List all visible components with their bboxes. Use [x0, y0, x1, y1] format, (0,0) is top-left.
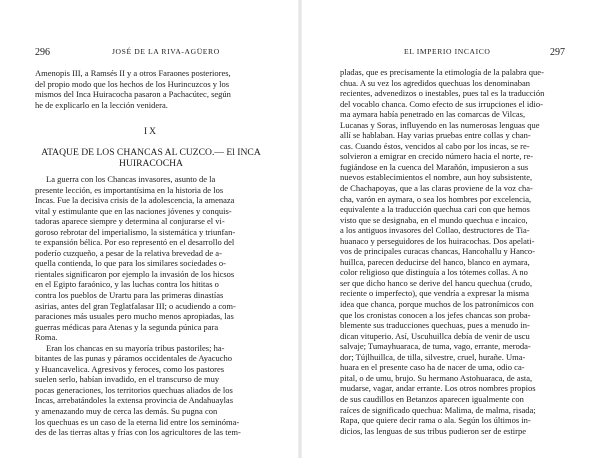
text-line: pocas generaciones, los territorios quechuas aliados de los — [35, 384, 233, 395]
right-body-text — [340, 67, 572, 436]
text-line: equivalente a la traducción quechua cari con que hemos — [340, 204, 530, 215]
text-line: que los cronistas conocen a los jefes chancas son proba- — [340, 309, 531, 320]
text-line: te expansión bélica. Por eso representó en el desarrollo del — [35, 237, 235, 248]
text-line: huanaco y perseguidores de los huiracochas. Dos apelati- — [340, 235, 535, 246]
text-line: vos de principales curacas chancas, Hancohallu y Hanco- — [340, 246, 535, 257]
text-line: cha, varón en aymara, o sea los hombres por excelencia, — [340, 193, 532, 204]
left-running-head: JOSÉ DE LA RIVA-AGÜERO — [112, 47, 220, 56]
chapter-title — [35, 147, 267, 169]
text-line: asirias, antes del gran Teglatfalasar III; o acudiendo a com- — [35, 300, 236, 311]
text-line: guerras médicas para Atenas y la segunda púnica para — [35, 321, 219, 332]
text-line: de Chachapoyas, que a las claras proviene de la voz cha- — [340, 183, 533, 194]
text-line: La guerra con los Chancas invasores, asunto de la — [46, 174, 216, 184]
text-line: recientes, advenedizos o inestables, pues tal es la traducción — [340, 88, 545, 99]
text-line: poderío cuzqueño, a pesar de la relativa brevedad de a- — [35, 247, 222, 258]
text-line: huillca, parecen deducirse del hanco, blanco en aymara, — [340, 256, 530, 267]
text-line: ma aymara había penetrado en las comarcas de Vilcas, — [340, 109, 526, 120]
right-page — [300, 0, 600, 458]
text-line: allí se hablaban. Hay varias pruebas entre collas y chan- — [340, 130, 531, 141]
text-line: los quechuas es un caso de la eterna lid entre los seminóma- — [35, 416, 240, 427]
text-line: cas. Cuando éstos, vencidos al cabo por los incas, se re- — [340, 140, 530, 151]
text-line: de sus caudillos en Betanzos aparecen igualmente con — [340, 393, 524, 404]
right-running-head: EL IMPERIO INCAICO — [404, 47, 491, 56]
text-line: paraciones más usuales pero mucho menos apropiadas, las — [35, 311, 234, 322]
text-line: ATAQUE DE LOS CHANCAS AL CUZCO.— El INCA — [41, 147, 261, 158]
chapter-number: IX — [143, 127, 159, 137]
left-top-paragraph — [35, 68, 267, 110]
text-line: mismos del Inca Huiracocha pasaron a Pachacútec, según — [35, 89, 231, 100]
text-line: a los antiguos invasores del Collao, destructores de Tia- — [340, 225, 530, 236]
text-line: vital y estimulante que en las naciones jóvenes y conquis- — [35, 205, 232, 216]
text-line: rientales significaron por ejemplo la invasión de los hicsos — [35, 268, 235, 279]
text-line: blemente sus traducciones quechuas, pues a menudo in- — [340, 320, 530, 331]
text-line: pital, o de umu, brujo. Su hermano Astohuaraca, de asta, — [340, 372, 533, 383]
text-line: Amenopis III, a Ramsés II y a otros Faraones posteriores, — [35, 68, 231, 78]
text-line: Rapa, que quiere decir rama o ala. Según los últimos in- — [340, 415, 531, 426]
text-line: dicios, las lenguas de sus tribus pudieron ser de estirpe — [340, 425, 527, 436]
text-line: fugiándose en la cuenca del Marañón, impusieron a sus — [340, 161, 529, 172]
text-line: en el Egipto faraónico, y las luchas contra los hititas o — [35, 279, 219, 290]
text-line: Incas. Fue la decisiva crisis de la adolescencia, la amenaza — [35, 195, 235, 206]
text-line: nuevos establecimientos el nombre, aun hoy subsistente, — [340, 172, 533, 183]
text-line: bitantes de las punas y páramos occidentales de Ayacucho — [35, 353, 233, 364]
text-line: visto que se designaba, en el mundo quechua e incaico, — [340, 214, 528, 225]
text-line: idea que chanca, porque muchos de los patronímicos con — [340, 299, 534, 310]
text-line: dor; Tújlhuillca, de tilla, silvestre, cruel, hurañe. Uma- — [340, 351, 526, 362]
text-line: des de las tierras altas y frías con los agricultores de las tem- — [35, 427, 241, 438]
text-line: solvieron a emigrar en crecido número hacia el norte, re- — [340, 151, 534, 162]
text-line: presente lección, es importantísima en la historia de los — [35, 184, 224, 195]
text-line: Roma. — [35, 332, 58, 343]
text-line: ser que dicho hanco se derive del hancu quechua (crudo, — [340, 277, 533, 288]
text-line: y Huancavelica. Agresivos y feroces, como los pastores — [35, 363, 225, 374]
text-line: he de explicarlo en la lección venidera. — [35, 99, 168, 110]
text-line: del propio modo que los hechos de los Hurincuzcos y los — [35, 78, 230, 89]
text-line: reciente o imperfecto), que vendría a expresar la misma — [340, 288, 530, 299]
text-line: suelen serlo, habían invadido, en el transcurso de muy — [35, 374, 220, 385]
text-line: color religioso que distinguía a los tótemes collas. A no — [340, 267, 528, 278]
text-line: huara en el presente caso ha de nacer de uma, odio ca- — [340, 362, 525, 373]
text-line: raíces de significado quechua: Malima, de malma, risada; — [340, 404, 536, 415]
text-line: Lucanas y Soras, influyendo en las numerosas lenguas que — [340, 119, 540, 130]
text-line: y amenazando muy de cerca las demás. Su pugna con — [35, 406, 218, 417]
text-line: goroso rebrotar del imperialismo, la sistemática y triunfan- — [35, 226, 236, 237]
text-line: contra los pueblos de Urartu para las primeras dinastías — [35, 290, 224, 301]
text-line: mudarse, vagar, andar errante. Los otros nombres propios — [340, 383, 536, 394]
text-line: chua. A su vez los agredidos quechuas los denominaban — [340, 77, 531, 88]
text-line: Eran los chancas en su mayoría tribus pastoriles; ha- — [46, 342, 225, 353]
text-line: HUIRACOCHA — [119, 158, 183, 169]
left-body-text — [35, 174, 267, 438]
left-page-number: 296 — [35, 47, 50, 58]
text-line: salvaje; Tumayhuaraca, de tuma, vago, errante, meroda- — [340, 341, 531, 352]
right-page-number: 297 — [550, 47, 565, 58]
text-line: tadoras aparece siempre y determina al conjurarse el vi- — [35, 216, 225, 227]
text-line: quella contienda, lo que para los similares sociedades o- — [35, 258, 226, 269]
text-line: pladas, que es precisamente la etimología de la palabra que- — [340, 67, 544, 77]
text-line: Incas, arrebatándoles la extensa provincia de Andahuaylas — [35, 395, 234, 406]
text-line: del vocablo chanca. Como efecto de sus irrupciones el idio- — [340, 98, 543, 109]
text-line: dican vituperio. Así, Uscuhuillca debía de venir de uscu — [340, 330, 530, 341]
